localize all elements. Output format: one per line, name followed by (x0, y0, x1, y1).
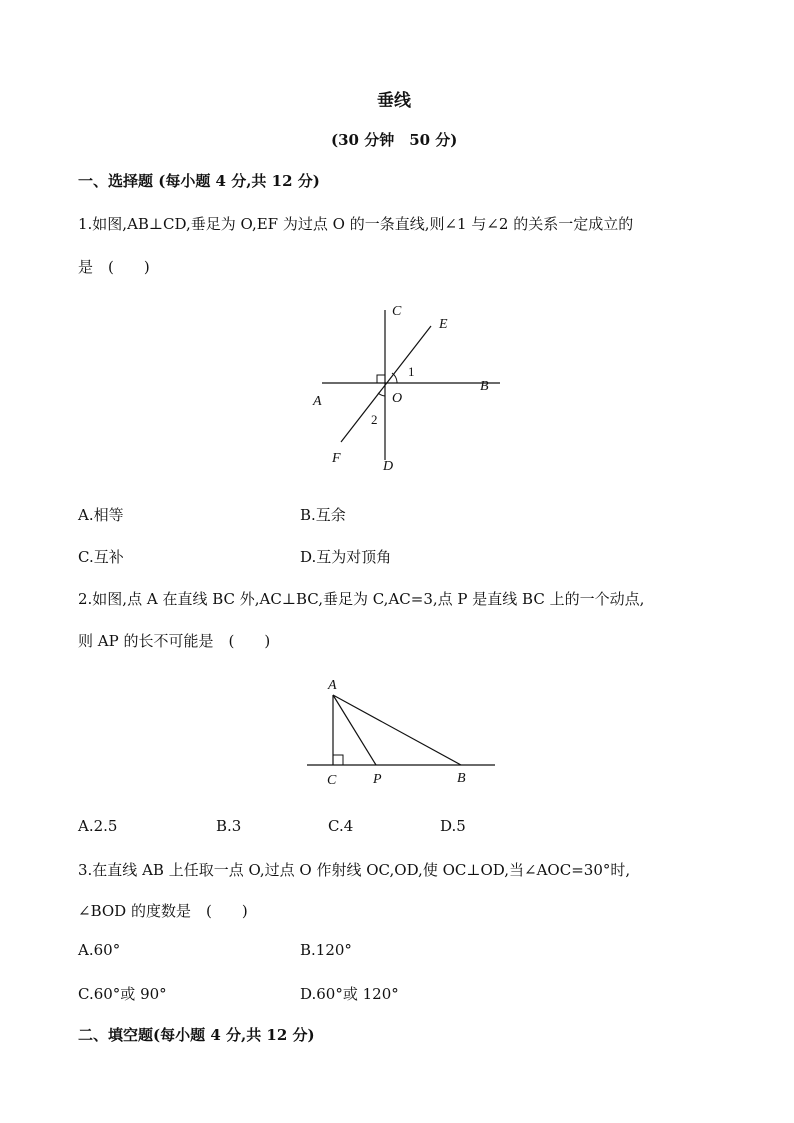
page-title: 垂线 (377, 91, 411, 111)
label-p: P (373, 772, 382, 787)
label-e: E (439, 317, 448, 332)
label-b: B (457, 771, 466, 786)
q1-option-d[interactable]: D.互为对顶角 (300, 548, 392, 566)
label-angle1: 1 (408, 364, 415, 379)
page-subtitle: (30 分钟 50 分) (331, 131, 458, 149)
q3-text-line1: 3.在直线 AB 上任取一点 O,过点 O 作射线 OC,OD,使 OC⊥OD,当∠AOC=30°时, (78, 861, 631, 879)
q1-text-line1: 1.如图,AB⊥CD,垂足为 O,EF 为过点 O 的一条直线,则∠1 与∠2 的关系一定成立的 (78, 215, 634, 233)
segment-ab (333, 695, 461, 765)
q1-option-a[interactable]: A.相等 (78, 506, 124, 524)
label-a: A (313, 394, 322, 409)
q3-option-c[interactable]: C.60°或 90° (78, 985, 167, 1003)
right-angle-mark (333, 755, 343, 765)
right-angle-mark (377, 375, 385, 383)
angle2-arc (378, 393, 385, 396)
q2-text-line2: 则 AP 的长不可能是 ( ) (78, 632, 271, 650)
q3-option-a[interactable]: A.60° (78, 941, 121, 959)
q1-text-line2: 是 ( ) (78, 258, 150, 276)
label-f: F (332, 451, 341, 466)
q3-option-d[interactable]: D.60°或 120° (300, 985, 399, 1003)
q2-option-c[interactable]: C.4 (328, 817, 354, 835)
section-choice-heading: 一、选择题 (每小题 4 分,共 12 分) (78, 172, 320, 190)
label-a: A (328, 678, 337, 693)
q2-option-b[interactable]: B.3 (216, 817, 242, 835)
q2-option-d[interactable]: D.5 (440, 817, 466, 835)
q3-text-line2: ∠BOD 的度数是 ( ) (78, 902, 248, 920)
q2-option-a[interactable]: A.2.5 (78, 817, 118, 835)
label-b: B (480, 379, 489, 394)
section-fill-heading: 二、填空题(每小题 4 分,共 12 分) (78, 1026, 315, 1044)
label-c: C (392, 304, 402, 319)
label-o: O (392, 391, 403, 406)
label-d: D (383, 459, 394, 474)
line-ef (341, 326, 431, 442)
q2-figure (300, 670, 500, 795)
label-angle2: 2 (371, 412, 378, 427)
q1-option-b[interactable]: B.互余 (300, 506, 346, 524)
label-c: C (327, 773, 337, 788)
q1-figure (300, 295, 520, 480)
q1-option-c[interactable]: C.互补 (78, 548, 124, 566)
q3-option-b[interactable]: B.120° (300, 941, 352, 959)
q2-text-line1: 2.如图,点 A 在直线 BC 外,AC⊥BC,垂足为 C,AC=3,点 P 是直线 BC 上的一个动点, (78, 590, 645, 608)
